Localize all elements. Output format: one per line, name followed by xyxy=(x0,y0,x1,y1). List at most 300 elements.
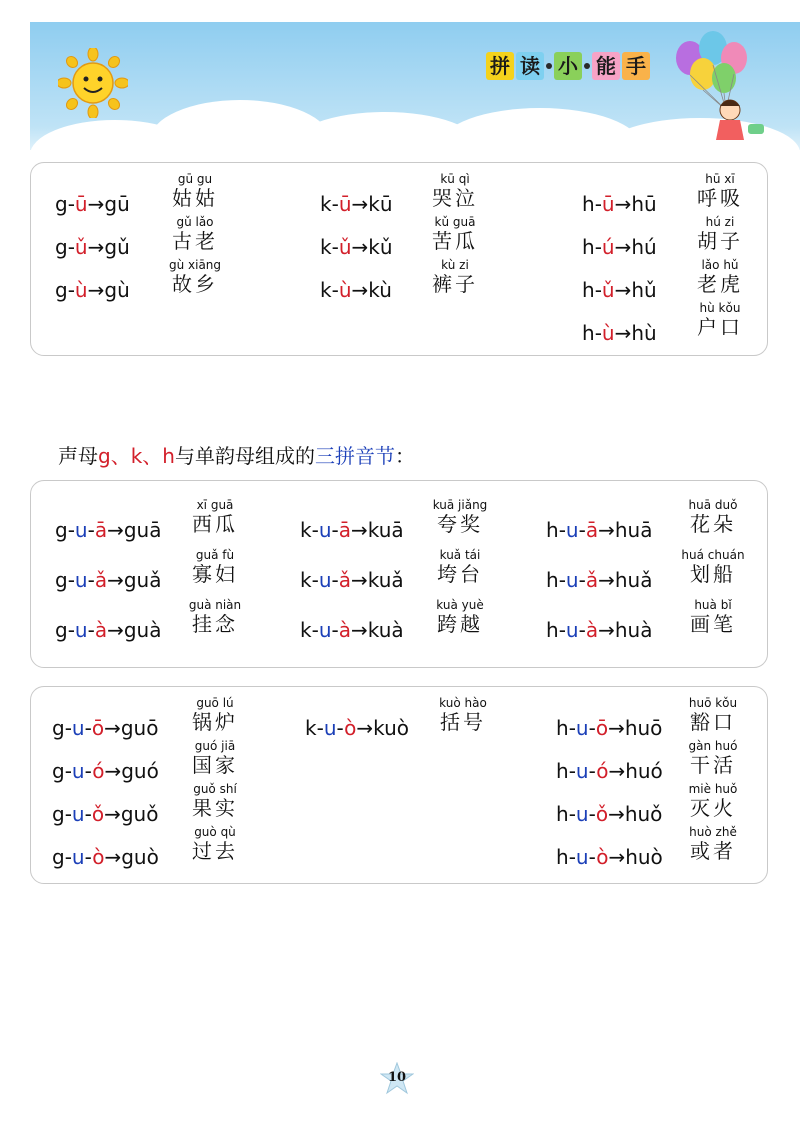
initial: k xyxy=(300,618,312,642)
dash: - xyxy=(84,716,92,740)
dash: - xyxy=(311,518,319,542)
example-word xyxy=(170,498,260,536)
syllable-formula xyxy=(305,716,409,740)
initial: g xyxy=(52,845,65,869)
initial: k xyxy=(320,278,332,302)
section-heading xyxy=(58,440,415,469)
final: ǒ xyxy=(91,802,105,826)
word-pinyin: guǒ shí xyxy=(193,782,237,796)
syllable: guō xyxy=(120,716,159,740)
example-word xyxy=(675,215,765,253)
word-hanzi: 锅炉 xyxy=(192,710,238,734)
dash: - xyxy=(578,518,586,542)
word-hanzi: 古老 xyxy=(172,229,218,253)
initial: k xyxy=(320,192,332,216)
syllable: gū xyxy=(104,192,130,216)
example-word xyxy=(150,215,240,253)
dash: - xyxy=(316,716,324,740)
syllable-formula xyxy=(55,192,130,216)
word-pinyin: gàn huó xyxy=(688,739,738,753)
syllable: guó xyxy=(121,759,159,783)
example-word xyxy=(410,215,500,253)
final: ò xyxy=(596,845,609,869)
initial: g xyxy=(55,278,68,302)
arrow: → xyxy=(350,518,368,542)
medial: u xyxy=(71,759,85,783)
arrow: → xyxy=(107,568,124,592)
word-pinyin: kuò hào xyxy=(439,696,487,710)
heading-letters: g、k、h xyxy=(98,444,175,468)
medial: u xyxy=(74,568,88,592)
word-pinyin: guà niàn xyxy=(188,598,242,612)
arrow: → xyxy=(608,845,626,869)
dash: - xyxy=(558,618,566,642)
example-word xyxy=(668,825,758,863)
word-pinyin: huá chuán xyxy=(681,548,745,562)
word-pinyin: kuǎ tái xyxy=(439,548,481,562)
initial: h xyxy=(582,192,595,216)
word-hanzi: 过去 xyxy=(192,839,238,863)
final: ā xyxy=(338,518,351,542)
arrow: → xyxy=(104,845,122,869)
word-hanzi: 干活 xyxy=(690,753,736,777)
arrow: → xyxy=(87,278,105,302)
page-number: 10 xyxy=(387,1070,407,1085)
medial: u xyxy=(318,568,332,592)
syllable: huò xyxy=(625,845,663,869)
final: ǔ xyxy=(601,278,615,302)
dash: - xyxy=(336,716,345,740)
word-hanzi: 故乡 xyxy=(172,272,218,296)
dash: - xyxy=(578,568,586,592)
final: ō xyxy=(91,716,105,740)
arrow: → xyxy=(87,192,105,216)
medial: u xyxy=(575,716,589,740)
arrow: → xyxy=(614,192,632,216)
initial: g xyxy=(55,192,68,216)
example-word xyxy=(415,548,505,586)
final: ú xyxy=(601,235,615,259)
sun-icon xyxy=(58,48,128,118)
word-pinyin: huà bǐ xyxy=(694,598,732,612)
syllable-formula xyxy=(55,518,162,542)
dash: - xyxy=(568,802,576,826)
word-hanzi: 豁口 xyxy=(690,710,736,734)
syllable: hú xyxy=(631,235,657,259)
example-word xyxy=(668,598,758,636)
word-hanzi: 老虎 xyxy=(697,272,743,296)
initial: k xyxy=(300,518,312,542)
dash: - xyxy=(67,235,75,259)
medial: u xyxy=(71,845,85,869)
final: ǎ xyxy=(338,568,351,592)
syllable: huō xyxy=(624,716,663,740)
dash: - xyxy=(594,235,602,259)
dash: - xyxy=(311,568,319,592)
syllable-formula xyxy=(546,518,652,542)
heading-highlight: 三拼音节 xyxy=(314,444,395,468)
medial: u xyxy=(323,716,337,740)
word-pinyin: guó jiā xyxy=(194,739,236,753)
word-hanzi: 夸奖 xyxy=(437,512,483,536)
word-hanzi: 寡妇 xyxy=(192,562,238,586)
word-hanzi: 果实 xyxy=(192,796,238,820)
dash: - xyxy=(594,192,602,216)
syllable-formula xyxy=(52,802,158,826)
dash: - xyxy=(67,518,75,542)
arrow: → xyxy=(356,716,374,740)
final: ū xyxy=(601,192,615,216)
initial: h xyxy=(546,568,559,592)
example-word xyxy=(170,782,260,820)
word-hanzi: 挂念 xyxy=(192,612,238,636)
syllable-formula xyxy=(300,618,404,642)
arrow: → xyxy=(351,235,369,259)
syllable-formula xyxy=(55,235,130,259)
dash: - xyxy=(87,518,95,542)
syllable: kuā xyxy=(367,518,404,542)
syllable-formula xyxy=(320,278,392,302)
example-word xyxy=(668,548,758,586)
dash: - xyxy=(64,845,72,869)
initial: h xyxy=(556,845,569,869)
dash: - xyxy=(67,192,75,216)
medial: u xyxy=(74,618,88,642)
arrow: → xyxy=(107,618,124,642)
initial: h xyxy=(556,759,569,783)
final: ò xyxy=(92,845,105,869)
example-word xyxy=(415,498,505,536)
final: à xyxy=(94,618,108,642)
syllable-formula xyxy=(556,716,662,740)
medial: u xyxy=(565,518,579,542)
syllable: kù xyxy=(368,278,392,302)
example-word xyxy=(418,696,508,734)
initial: k xyxy=(300,568,312,592)
syllable: kǔ xyxy=(368,235,393,259)
final: ó xyxy=(92,759,105,783)
medial: u xyxy=(575,802,589,826)
medial: u xyxy=(565,568,579,592)
syllable-formula xyxy=(582,235,657,259)
syllable-formula xyxy=(546,618,652,642)
page-number-star xyxy=(380,1062,414,1096)
dash: - xyxy=(568,759,576,783)
example-word xyxy=(150,258,240,296)
section-single-finals xyxy=(30,162,768,356)
title-char: 读 xyxy=(516,52,544,80)
word-hanzi: 国家 xyxy=(192,753,238,777)
initial: h xyxy=(582,278,595,302)
word-pinyin: guō lú xyxy=(196,696,234,710)
example-word xyxy=(415,598,505,636)
syllable: guǎ xyxy=(123,568,162,592)
example-word xyxy=(668,782,758,820)
medial: u xyxy=(71,802,85,826)
arrow: → xyxy=(598,568,615,592)
example-word xyxy=(675,172,765,210)
word-pinyin: kuā jiǎng xyxy=(432,498,488,512)
initial: h xyxy=(556,802,569,826)
example-word xyxy=(675,258,765,296)
word-pinyin: huā duǒ xyxy=(688,498,738,512)
medial: u xyxy=(575,759,589,783)
dash: - xyxy=(84,802,92,826)
medial: u xyxy=(575,845,589,869)
final: ū xyxy=(74,192,88,216)
dash: - xyxy=(594,321,602,345)
initial: h xyxy=(582,321,595,345)
dash: - xyxy=(578,618,586,642)
syllable: guò xyxy=(121,845,159,869)
initial: h xyxy=(546,518,559,542)
syllable-formula xyxy=(52,845,159,869)
word-pinyin: guǎ fù xyxy=(195,548,235,562)
syllable-formula xyxy=(300,518,404,542)
word-hanzi: 哭泣 xyxy=(432,186,478,210)
syllable-formula xyxy=(582,192,657,216)
word-hanzi: 呼吸 xyxy=(697,186,743,210)
example-word xyxy=(170,598,260,636)
syllable: hū xyxy=(631,192,657,216)
dash: - xyxy=(84,759,93,783)
final: ǎ xyxy=(585,568,599,592)
final: ǔ xyxy=(338,235,352,259)
dash: - xyxy=(67,278,75,302)
initial: g xyxy=(52,802,65,826)
medial: u xyxy=(74,518,88,542)
word-pinyin: kù zi xyxy=(441,258,469,272)
dash: - xyxy=(87,618,95,642)
final: ù xyxy=(338,278,352,302)
initial: g xyxy=(55,568,68,592)
syllable-formula xyxy=(556,802,662,826)
example-word xyxy=(170,825,260,863)
dash: - xyxy=(568,845,576,869)
arrow: → xyxy=(608,759,626,783)
dash: - xyxy=(588,759,597,783)
dash: - xyxy=(331,518,339,542)
word-hanzi: 画笔 xyxy=(690,612,736,636)
arrow: → xyxy=(608,716,625,740)
final: ā xyxy=(585,518,599,542)
word-hanzi: 灭火 xyxy=(690,796,736,820)
word-hanzi: 划船 xyxy=(690,562,736,586)
syllable-formula xyxy=(320,192,393,216)
syllable: kū xyxy=(368,192,393,216)
arrow: → xyxy=(87,235,105,259)
word-pinyin: kǔ guā xyxy=(434,215,476,229)
word-pinyin: kuà yuè xyxy=(436,598,484,612)
syllable: guā xyxy=(123,518,162,542)
final: ù xyxy=(74,278,88,302)
word-hanzi: 或者 xyxy=(690,839,736,863)
dash: - xyxy=(594,278,602,302)
medial: u xyxy=(565,618,579,642)
dash: - xyxy=(87,568,95,592)
word-pinyin: lǎo hǔ xyxy=(701,258,739,272)
syllable-formula xyxy=(52,716,158,740)
word-hanzi: 苦瓜 xyxy=(432,229,478,253)
heading-prefix: 声母 xyxy=(58,444,98,468)
word-hanzi: 裤子 xyxy=(432,272,478,296)
girl-with-balloons-icon xyxy=(668,28,778,148)
final: ǔ xyxy=(74,235,88,259)
arrow: → xyxy=(351,192,369,216)
syllable: hù xyxy=(631,321,657,345)
syllable-formula xyxy=(582,321,657,345)
dash: - xyxy=(64,802,72,826)
arrow: → xyxy=(104,802,121,826)
example-word xyxy=(668,739,758,777)
dash: - xyxy=(331,192,339,216)
example-word xyxy=(668,696,758,734)
example-word xyxy=(150,172,240,210)
example-word xyxy=(668,498,758,536)
medial: u xyxy=(71,716,85,740)
syllable: huà xyxy=(614,618,653,642)
arrow: → xyxy=(104,759,122,783)
word-hanzi: 花朵 xyxy=(690,512,736,536)
syllable: gù xyxy=(104,278,130,302)
dash: - xyxy=(331,278,339,302)
word-hanzi: 胡子 xyxy=(697,229,743,253)
title-char: 能 xyxy=(592,52,620,80)
title-char: 小 xyxy=(554,52,582,80)
title-dot xyxy=(584,63,590,69)
example-word xyxy=(170,696,260,734)
final: à xyxy=(585,618,599,642)
example-word xyxy=(170,739,260,777)
word-pinyin: miè huǒ xyxy=(688,782,738,796)
syllable: huó xyxy=(625,759,663,783)
syllable: guà xyxy=(123,618,162,642)
word-pinyin: guò qù xyxy=(194,825,236,839)
initial: g xyxy=(55,235,68,259)
word-pinyin: gǔ lǎo xyxy=(176,215,214,229)
dash: - xyxy=(588,845,597,869)
dash: - xyxy=(67,568,75,592)
dash: - xyxy=(568,716,576,740)
syllable: kuò xyxy=(373,716,409,740)
initial: g xyxy=(52,716,65,740)
arrow: → xyxy=(598,518,615,542)
final: à xyxy=(338,618,351,642)
arrow: → xyxy=(598,618,615,642)
initial: k xyxy=(320,235,332,259)
arrow: → xyxy=(107,518,124,542)
dash: - xyxy=(64,716,72,740)
word-hanzi: 跨越 xyxy=(437,612,483,636)
arrow: → xyxy=(614,321,632,345)
initial: h xyxy=(546,618,559,642)
word-pinyin: hú zi xyxy=(705,215,735,229)
arrow: → xyxy=(614,235,632,259)
dash: - xyxy=(588,716,596,740)
word-pinyin: gù xiāng xyxy=(168,258,222,272)
dash: - xyxy=(558,568,566,592)
final: ǎ xyxy=(94,568,108,592)
initial: k xyxy=(305,716,317,740)
dash: - xyxy=(588,802,596,826)
dash: - xyxy=(311,618,319,642)
word-hanzi: 括号 xyxy=(440,710,486,734)
initial: g xyxy=(52,759,65,783)
word-pinyin: xī guā xyxy=(196,498,234,512)
syllable: kuǎ xyxy=(367,568,404,592)
syllable-formula xyxy=(55,568,162,592)
word-hanzi: 西瓜 xyxy=(192,512,238,536)
initial: h xyxy=(582,235,595,259)
final: ǒ xyxy=(595,802,609,826)
arrow: → xyxy=(350,568,368,592)
final: ū xyxy=(338,192,352,216)
medial: u xyxy=(318,518,332,542)
title-char: 拼 xyxy=(486,52,514,80)
word-pinyin: kū qì xyxy=(440,172,470,186)
dash: - xyxy=(84,845,93,869)
dash: - xyxy=(64,759,72,783)
word-pinyin: huò zhě xyxy=(689,825,737,839)
arrow: → xyxy=(608,802,625,826)
syllable-formula xyxy=(582,278,657,302)
final: ò xyxy=(344,716,357,740)
initial: h xyxy=(556,716,569,740)
banner-title xyxy=(486,52,650,80)
syllable: huā xyxy=(614,518,653,542)
example-word xyxy=(170,548,260,586)
syllable-formula xyxy=(55,618,162,642)
final: ā xyxy=(94,518,108,542)
word-pinyin: hū xī xyxy=(705,172,735,186)
arrow: → xyxy=(104,716,121,740)
example-word xyxy=(410,258,500,296)
syllable-formula xyxy=(556,759,663,783)
heading-suffix: ： xyxy=(394,444,415,468)
syllable-formula xyxy=(55,278,130,302)
final: ù xyxy=(601,321,615,345)
word-pinyin: gū gu xyxy=(177,172,213,186)
syllable: guǒ xyxy=(120,802,159,826)
syllable: gǔ xyxy=(104,235,130,259)
syllable-formula xyxy=(300,568,404,592)
dash: - xyxy=(331,235,339,259)
dash: - xyxy=(331,568,339,592)
syllable-formula xyxy=(52,759,159,783)
medial: u xyxy=(318,618,332,642)
example-word xyxy=(675,301,765,339)
initial: g xyxy=(55,618,68,642)
syllable: huǎ xyxy=(614,568,653,592)
dash: - xyxy=(331,618,339,642)
dash: - xyxy=(558,518,566,542)
syllable-formula xyxy=(320,235,393,259)
arrow: → xyxy=(350,618,368,642)
syllable-formula xyxy=(546,568,652,592)
word-hanzi: 姑姑 xyxy=(172,186,218,210)
word-hanzi: 户口 xyxy=(697,315,743,339)
example-word xyxy=(410,172,500,210)
syllable: huǒ xyxy=(624,802,663,826)
word-pinyin: huō kǒu xyxy=(688,696,738,710)
title-char: 手 xyxy=(622,52,650,80)
final: ō xyxy=(595,716,609,740)
arrow: → xyxy=(351,278,369,302)
syllable: hǔ xyxy=(631,278,657,302)
syllable-formula xyxy=(556,845,663,869)
initial: g xyxy=(55,518,68,542)
word-hanzi: 垮台 xyxy=(437,562,483,586)
